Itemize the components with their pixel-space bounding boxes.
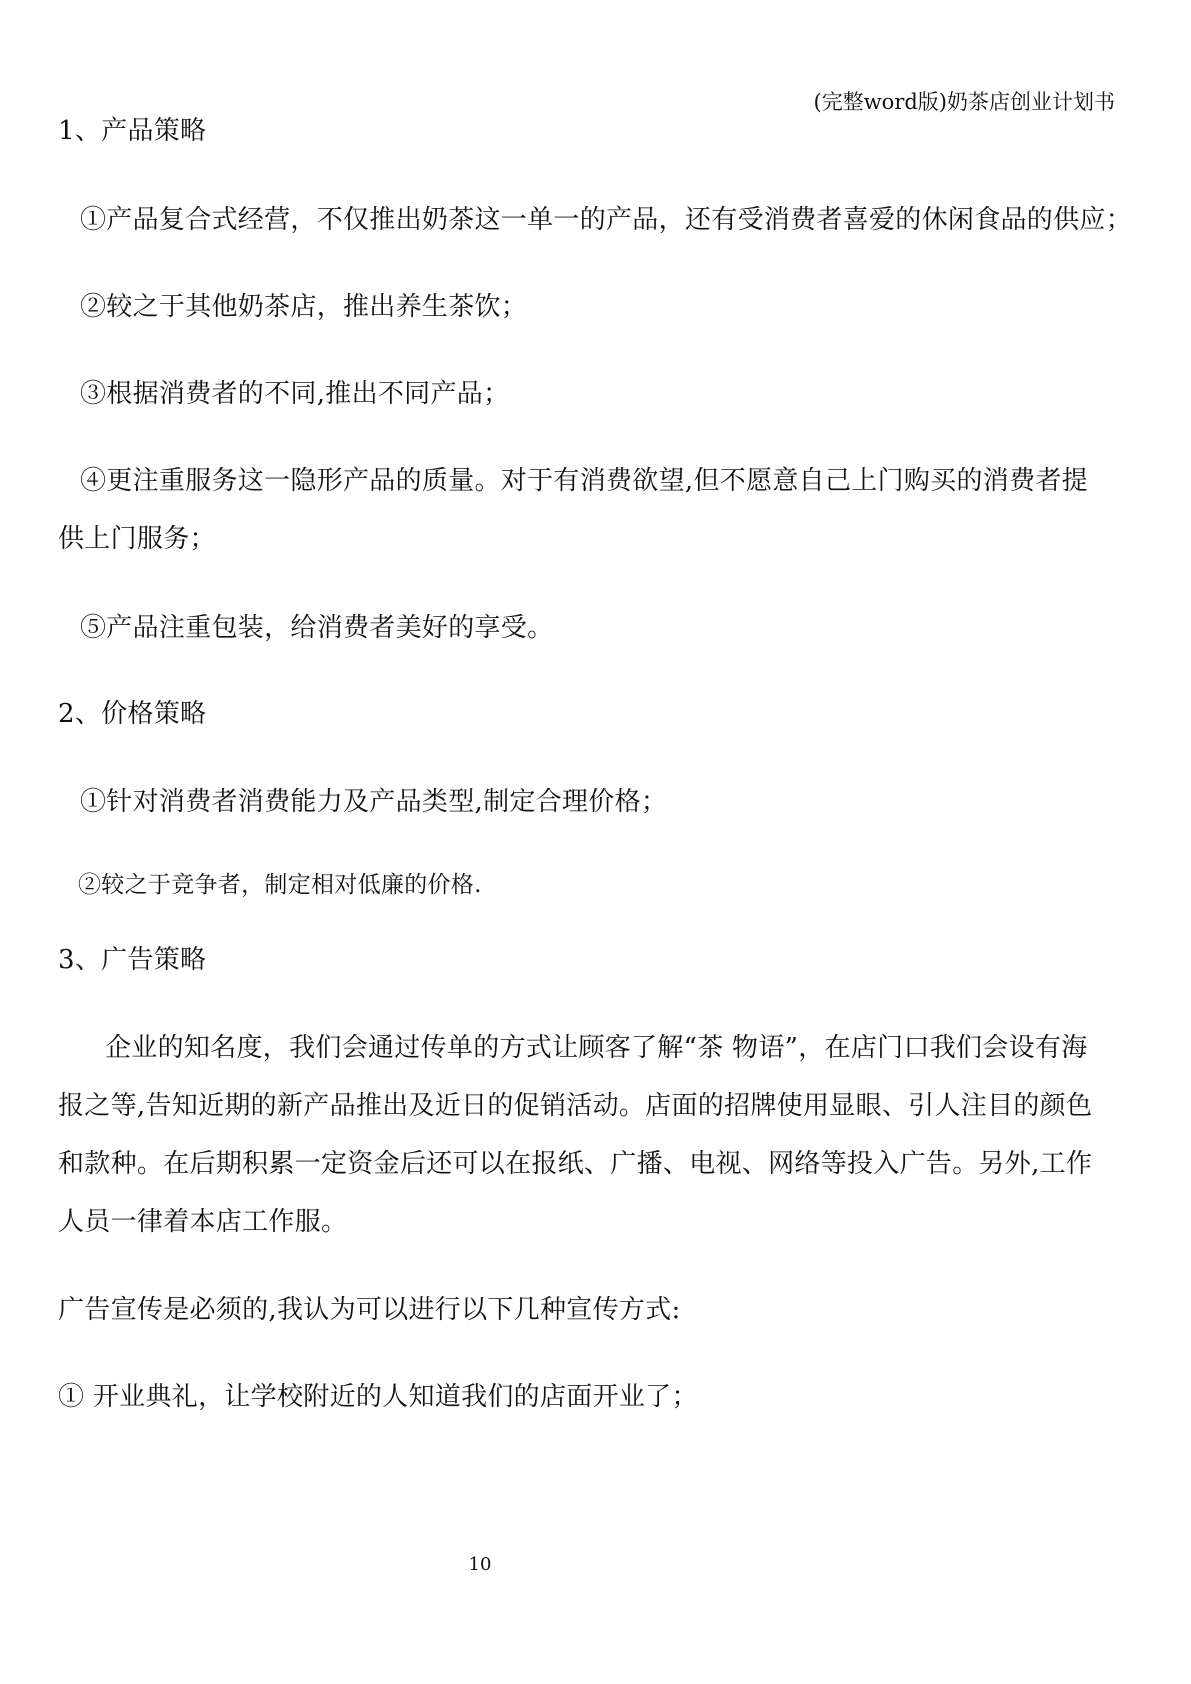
- ads-paragraph-line-2: 报之等,告知近期的新产品推出及近日的促销活动。店面的招牌使用显眼、引人注目的颜色: [58, 1091, 1093, 1121]
- product-item-1: ①产品复合式经营，不仅推出奶茶这一单一的产品，还有受消费者喜爱的休闲食品的供应；: [80, 205, 1133, 235]
- product-item-5: ⑤产品注重包装，给消费者美好的享受。: [80, 613, 554, 643]
- document-header: (完整word版)奶茶店创业计划书: [813, 90, 1115, 114]
- product-item-4-continued: 供上门服务；: [58, 524, 216, 554]
- ads-paragraph-line-1: 企业的知名度，我们会通过传单的方式让顾客了解“茶 物语”，在店门口我们会设有海: [105, 1033, 1088, 1063]
- price-item-1: ①针对消费者消费能力及产品类型,制定合理价格；: [80, 787, 668, 817]
- page-number: 10: [468, 1554, 492, 1575]
- section-heading-ads: 3、广告策略: [58, 945, 207, 975]
- product-item-3: ③根据消费者的不同,推出不同产品；: [80, 379, 510, 409]
- section-heading-price: 2、价格策略: [58, 699, 207, 729]
- ads-list-item-1: ① 开业典礼，让学校附近的人知道我们的店面开业了；: [58, 1382, 698, 1412]
- section-heading-product: 1、产品策略: [58, 116, 207, 146]
- ads-paragraph-line-3: 和款种。在后期积累一定资金后还可以在报纸、广播、电视、网络等投入广告。另外,工作: [58, 1149, 1093, 1179]
- ads-intro: 广告宣传是必须的,我认为可以进行以下几种宣传方式:: [58, 1295, 681, 1325]
- ads-paragraph-line-4: 人员一律着本店工作服。: [58, 1207, 348, 1237]
- product-item-2: ②较之于其他奶茶店，推出养生茶饮；: [80, 292, 528, 322]
- price-item-2: ②较之于竞争者，制定相对低廉的价格.: [78, 872, 482, 898]
- product-item-4: ④更注重服务这一隐形产品的质量。对于有消费欲望,但不愿意自己上门购买的消费者提: [80, 466, 1088, 496]
